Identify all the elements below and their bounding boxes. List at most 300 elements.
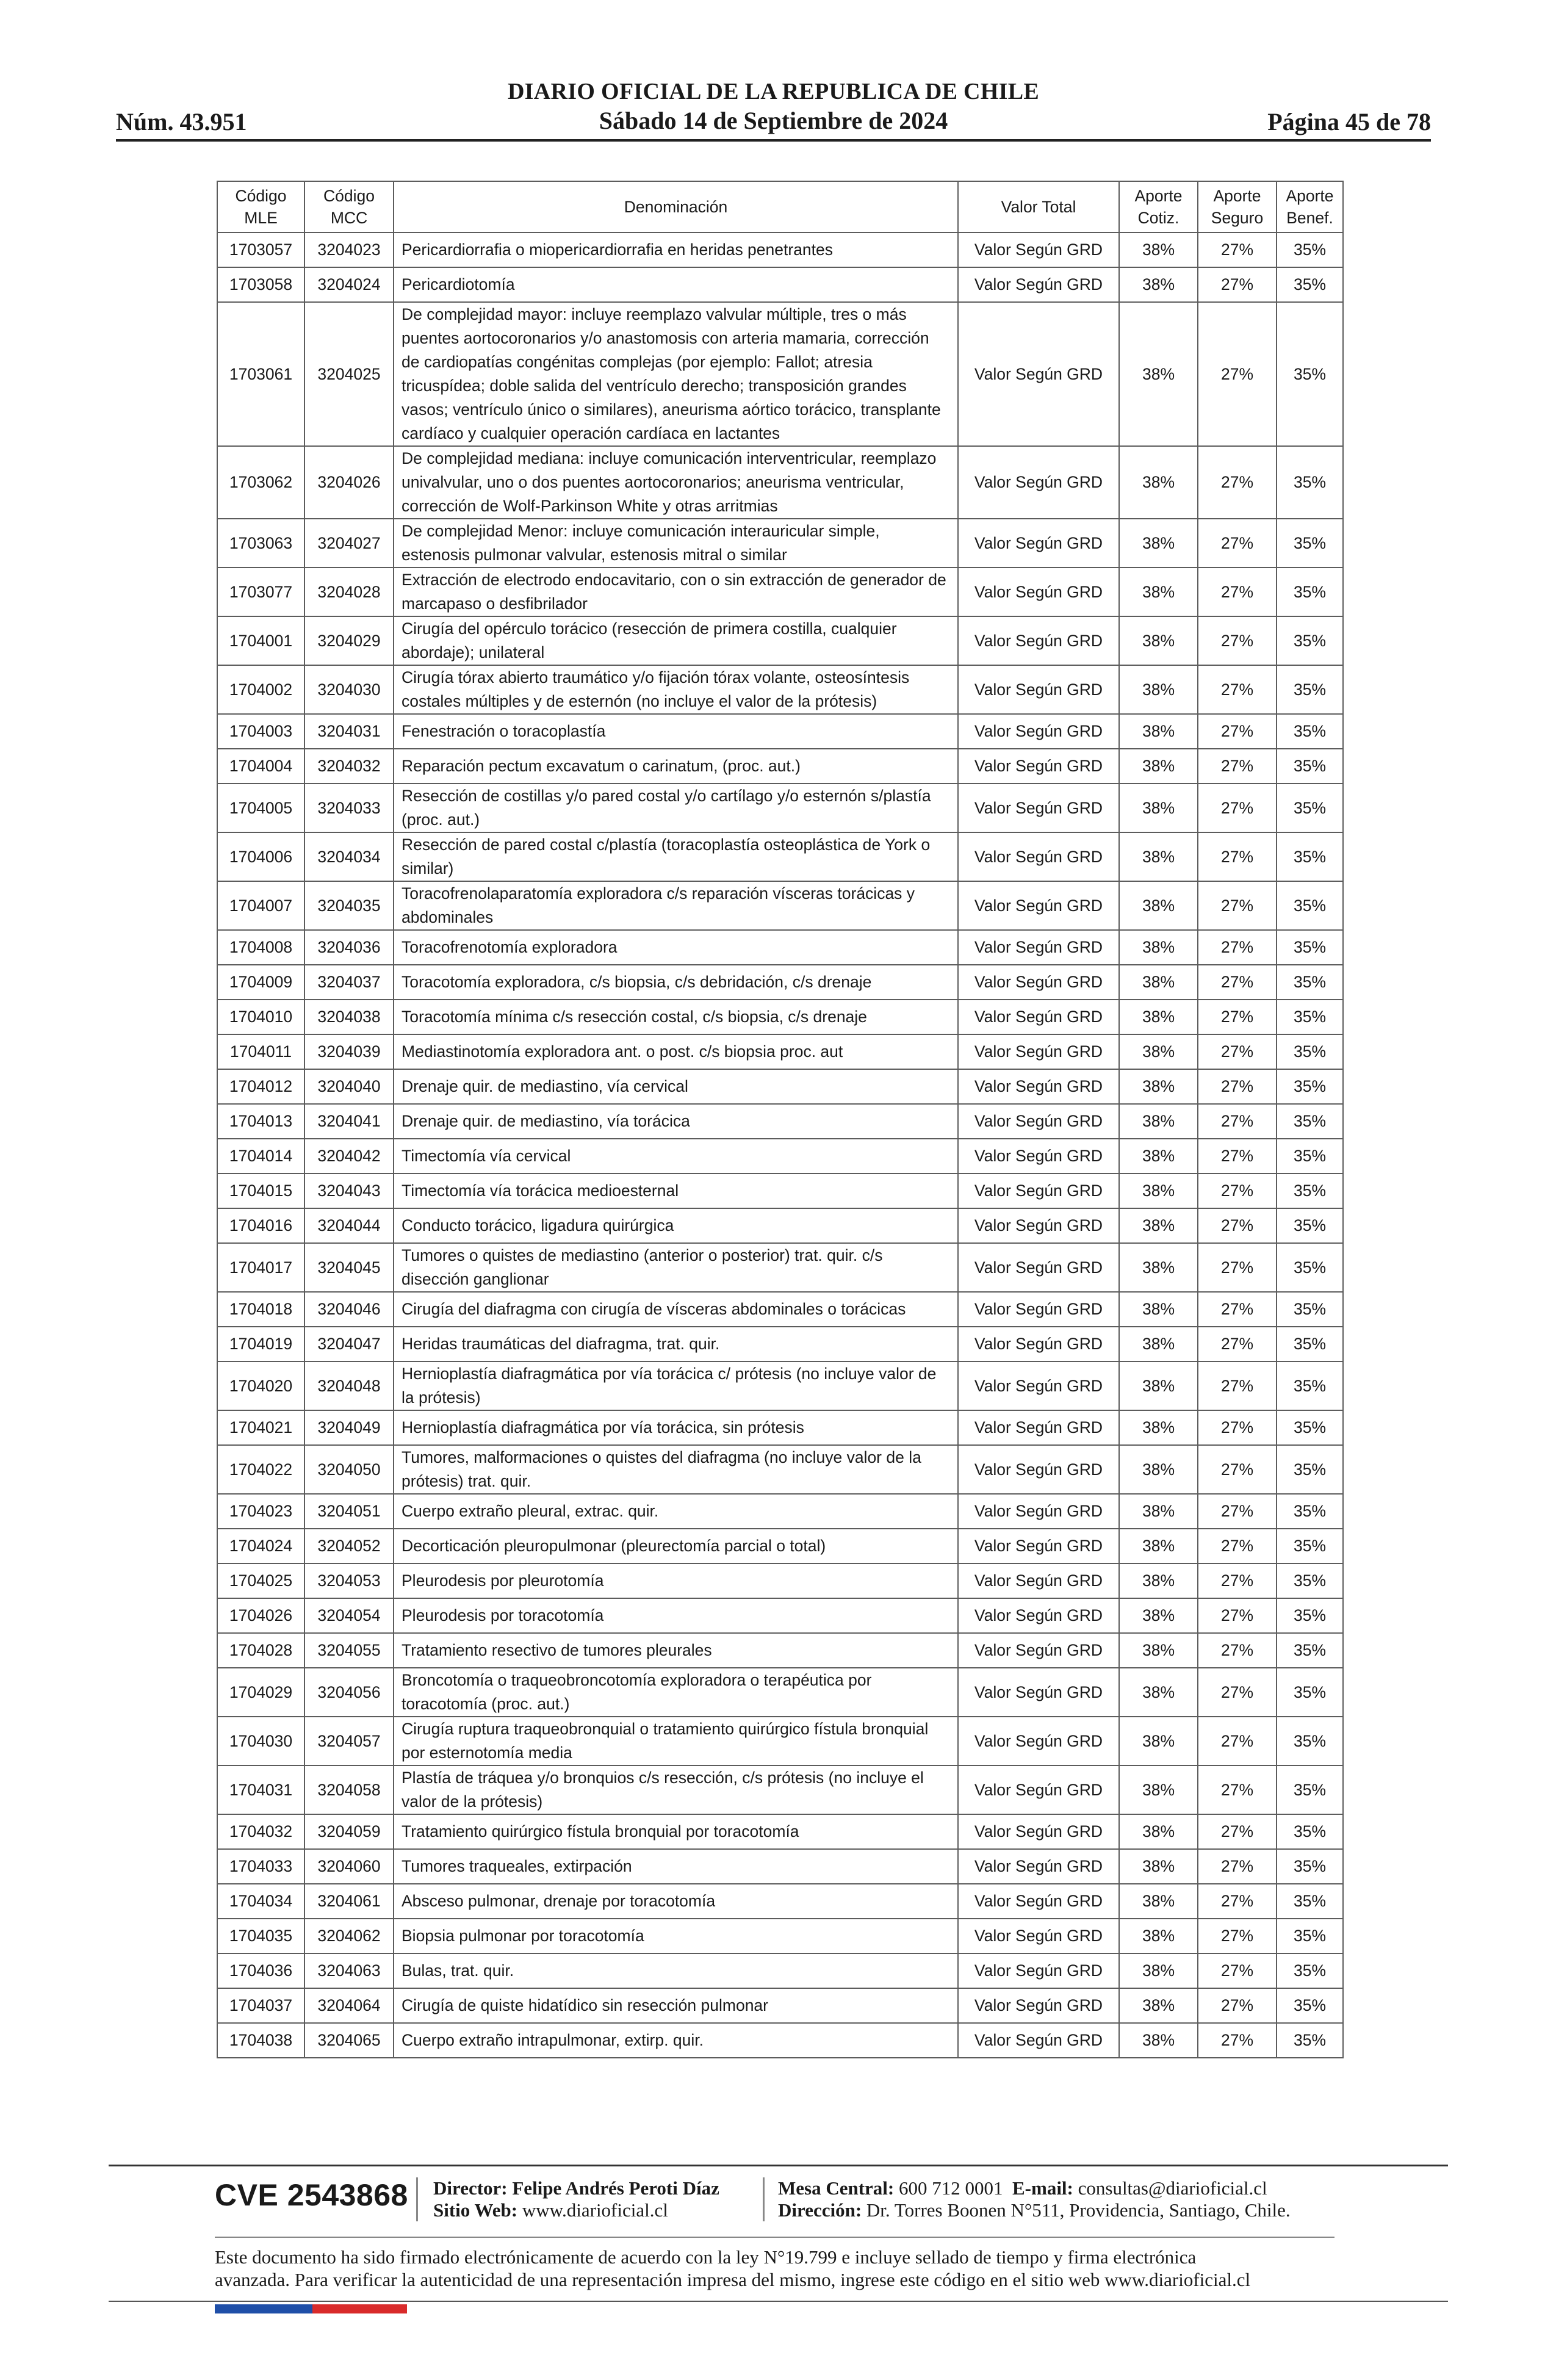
cell-codigo-mcc: 3204049: [304, 1410, 394, 1445]
table-row: [217, 1668, 1343, 1717]
cell-valor-total: Valor Según GRD: [958, 930, 1119, 965]
cell-codigo-mle: 1703061: [217, 302, 304, 446]
cell-aporte-benef: 35%: [1277, 2023, 1343, 2058]
cell-aporte-benef: 35%: [1277, 1243, 1343, 1292]
cell-codigo-mcc: 3204039: [304, 1034, 394, 1069]
cell-codigo-mcc: 3204041: [304, 1104, 394, 1139]
cell-aporte-seguro: 27%: [1198, 233, 1277, 267]
cell-aporte-cotiz: 38%: [1119, 446, 1198, 519]
cell-codigo-mcc: 3204038: [304, 1000, 394, 1034]
cell-valor-total: Valor Según GRD: [958, 616, 1119, 665]
table-row: [217, 1919, 1343, 1953]
cell-aporte-cotiz: 38%: [1119, 1069, 1198, 1104]
cell-codigo-mle: 1704020: [217, 1361, 304, 1410]
cell-aporte-cotiz: 38%: [1119, 616, 1198, 665]
table-row: [217, 1563, 1343, 1598]
cell-valor-total: Valor Según GRD: [958, 1884, 1119, 1919]
cell-aporte-cotiz: 38%: [1119, 1034, 1198, 1069]
cell-aporte-benef: 35%: [1277, 1953, 1343, 1988]
cell-valor-total: Valor Según GRD: [958, 568, 1119, 616]
cell-aporte-benef: 35%: [1277, 1327, 1343, 1361]
procedures-table: [217, 181, 1344, 2058]
cell-aporte-cotiz: 38%: [1119, 965, 1198, 1000]
director-block: [433, 2177, 719, 2221]
cell-codigo-mle: 1703058: [217, 267, 304, 302]
cell-aporte-cotiz: 38%: [1119, 1919, 1198, 1953]
cell-aporte-cotiz: 38%: [1119, 1529, 1198, 1563]
cell-valor-total: Valor Según GRD: [958, 1633, 1119, 1668]
cell-denominacion: Tumores traqueales, extirpación: [394, 1849, 958, 1884]
cell-valor-total: Valor Según GRD: [958, 1104, 1119, 1139]
cell-aporte-cotiz: 38%: [1119, 1327, 1198, 1361]
table-row: [217, 616, 1343, 665]
cell-aporte-benef: 35%: [1277, 1361, 1343, 1410]
cell-valor-total: Valor Según GRD: [958, 1410, 1119, 1445]
cell-denominacion: Heridas traumáticas del diafragma, trat. quir.: [394, 1327, 958, 1361]
cell-codigo-mcc: 3204065: [304, 2023, 394, 2058]
cell-aporte-seguro: 27%: [1198, 1139, 1277, 1174]
cell-aporte-benef: 35%: [1277, 302, 1343, 446]
cell-aporte-cotiz: 38%: [1119, 930, 1198, 965]
col-header-mcc: Código MCC: [304, 181, 394, 233]
cell-codigo-mcc: 3204058: [304, 1765, 394, 1814]
table-row: [217, 1529, 1343, 1563]
cell-codigo-mle: 1704007: [217, 881, 304, 930]
cell-codigo-mcc: 3204061: [304, 1884, 394, 1919]
website-link[interactable]: www.diarioficial.cl: [522, 2199, 668, 2221]
cell-valor-total: Valor Según GRD: [958, 1361, 1119, 1410]
cell-codigo-mcc: 3204023: [304, 233, 394, 267]
footer-divider-top: [109, 2165, 1448, 2166]
cell-aporte-seguro: 27%: [1198, 1598, 1277, 1633]
cell-valor-total: Valor Según GRD: [958, 714, 1119, 749]
cell-aporte-seguro: 27%: [1198, 519, 1277, 568]
cell-aporte-seguro: 27%: [1198, 1208, 1277, 1243]
table-row: [217, 1717, 1343, 1765]
cell-aporte-benef: 35%: [1277, 267, 1343, 302]
cell-codigo-mcc: 3204051: [304, 1494, 394, 1529]
cell-aporte-seguro: 27%: [1198, 1814, 1277, 1849]
cell-valor-total: Valor Según GRD: [958, 1000, 1119, 1034]
legal-notice-line: avanzada. Para verificar la autenticidad de una representación impresa del mismo, ingrese este código en el sitio web www.diarioficial.cl: [215, 2269, 1251, 2290]
cell-denominacion: De complejidad mayor: incluye reemplazo valvular múltiple, tres o más puentes aortocoronarios y/o anastomosis con arteria mamaria, corrección de cardiopatías congénitas complejas (por ejemplo: Fallot; atresia tricuspídea; doble salida del ventrículo derecho; transposición grandes vasos; ventrículo único o similares), aneurisma aórtico torácico, transplante cardíaco y cualquier operación cardíaca en lactantes: [394, 302, 958, 446]
cell-codigo-mle: 1704006: [217, 832, 304, 881]
flag-stripe-blue: [215, 2304, 312, 2313]
cell-valor-total: Valor Según GRD: [958, 1717, 1119, 1765]
legal-notice-line: Este documento ha sido firmado electrónicamente de acuerdo con la ley N°19.799 e incluye sellado de tiempo y firma electrónica: [215, 2246, 1197, 2268]
cell-aporte-cotiz: 38%: [1119, 1243, 1198, 1292]
cell-denominacion: Biopsia pulmonar por toracotomía: [394, 1919, 958, 1953]
cell-codigo-mcc: 3204048: [304, 1361, 394, 1410]
cell-codigo-mcc: 3204054: [304, 1598, 394, 1633]
cell-denominacion: Pleurodesis por pleurotomía: [394, 1563, 958, 1598]
cell-codigo-mle: 1703062: [217, 446, 304, 519]
cell-codigo-mle: 1704038: [217, 2023, 304, 2058]
cell-codigo-mcc: 3204062: [304, 1919, 394, 1953]
cell-aporte-benef: 35%: [1277, 1633, 1343, 1668]
cell-codigo-mle: 1703063: [217, 519, 304, 568]
cell-aporte-cotiz: 38%: [1119, 1633, 1198, 1668]
cell-codigo-mcc: 3204052: [304, 1529, 394, 1563]
cell-aporte-cotiz: 38%: [1119, 832, 1198, 881]
cell-codigo-mle: 1704035: [217, 1919, 304, 1953]
cell-denominacion: Cirugía del diafragma con cirugía de vísceras abdominales o torácicas: [394, 1292, 958, 1327]
cell-aporte-cotiz: 38%: [1119, 1765, 1198, 1814]
cell-aporte-cotiz: 38%: [1119, 1953, 1198, 1988]
cell-aporte-benef: 35%: [1277, 1884, 1343, 1919]
cell-codigo-mcc: 3204025: [304, 302, 394, 446]
cell-denominacion: Cirugía ruptura traqueobronquial o tratamiento quirúrgico fístula bronquial por esternotomía media: [394, 1717, 958, 1765]
cell-codigo-mle: 1704029: [217, 1668, 304, 1717]
cell-valor-total: Valor Según GRD: [958, 1814, 1119, 1849]
cell-aporte-cotiz: 38%: [1119, 1849, 1198, 1884]
col-header-aporte-seguro: Aporte Seguro: [1198, 181, 1277, 233]
cell-denominacion: Reparación pectum excavatum o carinatum, (proc. aut.): [394, 749, 958, 784]
table-row: [217, 1208, 1343, 1243]
table-row: [217, 568, 1343, 616]
cell-codigo-mcc: 3204059: [304, 1814, 394, 1849]
cell-codigo-mcc: 3204035: [304, 881, 394, 930]
cell-denominacion: Bulas, trat. quir.: [394, 1953, 958, 1988]
cell-aporte-seguro: 27%: [1198, 1563, 1277, 1598]
cell-codigo-mle: 1704013: [217, 1104, 304, 1139]
cell-aporte-cotiz: 38%: [1119, 1000, 1198, 1034]
cell-codigo-mcc: 3204036: [304, 930, 394, 965]
contact-block: [778, 2177, 1291, 2221]
cell-valor-total: Valor Según GRD: [958, 233, 1119, 267]
cell-aporte-benef: 35%: [1277, 881, 1343, 930]
cell-aporte-benef: 35%: [1277, 233, 1343, 267]
cell-aporte-cotiz: 38%: [1119, 1104, 1198, 1139]
cell-aporte-benef: 35%: [1277, 1000, 1343, 1034]
cell-valor-total: Valor Según GRD: [958, 2023, 1119, 2058]
cell-aporte-seguro: 27%: [1198, 1849, 1277, 1884]
cell-aporte-seguro: 27%: [1198, 1988, 1277, 2023]
cell-aporte-cotiz: 38%: [1119, 665, 1198, 714]
cell-aporte-cotiz: 38%: [1119, 1361, 1198, 1410]
cell-codigo-mcc: 3204046: [304, 1292, 394, 1327]
table-row: [217, 1814, 1343, 1849]
cell-denominacion: Cirugía del opérculo torácico (resección de primera costilla, cualquier abordaje); unilateral: [394, 616, 958, 665]
legal-notice: [215, 2246, 1374, 2291]
cell-aporte-seguro: 27%: [1198, 832, 1277, 881]
cell-aporte-benef: 35%: [1277, 519, 1343, 568]
cell-aporte-benef: 35%: [1277, 1563, 1343, 1598]
cell-aporte-seguro: 27%: [1198, 714, 1277, 749]
cell-aporte-benef: 35%: [1277, 1069, 1343, 1104]
cell-codigo-mle: 1704025: [217, 1563, 304, 1598]
table-row: [217, 1445, 1343, 1494]
cell-codigo-mle: 1704023: [217, 1494, 304, 1529]
cell-denominacion: Pericardiorrafia o miopericardiorrafia en heridas penetrantes: [394, 233, 958, 267]
cell-aporte-seguro: 27%: [1198, 1494, 1277, 1529]
cell-codigo-mcc: 3204032: [304, 749, 394, 784]
cell-aporte-cotiz: 38%: [1119, 1445, 1198, 1494]
cell-denominacion: Tumores, malformaciones o quistes del diafragma (no incluye valor de la prótesis) trat. quir.: [394, 1445, 958, 1494]
table-row: [217, 714, 1343, 749]
table-row: [217, 1243, 1343, 1292]
cell-codigo-mle: 1704028: [217, 1633, 304, 1668]
table-row: [217, 1139, 1343, 1174]
table-row: [217, 784, 1343, 832]
table-row: [217, 1000, 1343, 1034]
cell-denominacion: Hernioplastía diafragmática por vía torácica, sin prótesis: [394, 1410, 958, 1445]
page-number: Página 45 de 78: [1267, 108, 1431, 135]
cell-valor-total: Valor Según GRD: [958, 1174, 1119, 1208]
cell-valor-total: Valor Según GRD: [958, 1988, 1119, 2023]
cell-denominacion: Decorticación pleuropulmonar (pleurectomía parcial o total): [394, 1529, 958, 1563]
cell-codigo-mcc: 3204047: [304, 1327, 394, 1361]
cell-valor-total: Valor Según GRD: [958, 1208, 1119, 1243]
website-label: Sitio Web:: [433, 2199, 518, 2221]
flag-stripe-red: [312, 2304, 407, 2313]
cell-valor-total: Valor Según GRD: [958, 1292, 1119, 1327]
cell-denominacion: Toracofrenolaparatomía exploradora c/s reparación vísceras torácicas y abdominales: [394, 881, 958, 930]
cell-aporte-cotiz: 38%: [1119, 233, 1198, 267]
table-row: [217, 1292, 1343, 1327]
cell-codigo-mle: 1704008: [217, 930, 304, 965]
cell-denominacion: Hernioplastía diafragmática por vía torácica c/ prótesis (no incluye valor de la prótesis): [394, 1361, 958, 1410]
cell-aporte-seguro: 27%: [1198, 965, 1277, 1000]
table-row: [217, 1174, 1343, 1208]
cell-aporte-seguro: 27%: [1198, 568, 1277, 616]
cell-valor-total: Valor Según GRD: [958, 1139, 1119, 1174]
table-row: [217, 1034, 1343, 1069]
cell-valor-total: Valor Según GRD: [958, 1529, 1119, 1563]
cell-codigo-mle: 1704036: [217, 1953, 304, 1988]
cell-valor-total: Valor Según GRD: [958, 1668, 1119, 1717]
table-row: [217, 881, 1343, 930]
cell-valor-total: Valor Según GRD: [958, 302, 1119, 446]
cell-aporte-benef: 35%: [1277, 665, 1343, 714]
cell-aporte-cotiz: 38%: [1119, 1563, 1198, 1598]
cell-denominacion: Tratamiento resectivo de tumores pleurales: [394, 1633, 958, 1668]
cell-aporte-seguro: 27%: [1198, 1361, 1277, 1410]
cell-denominacion: Toracotomía exploradora, c/s biopsia, c/s debridación, c/s drenaje: [394, 965, 958, 1000]
cell-aporte-seguro: 27%: [1198, 1445, 1277, 1494]
cell-denominacion: Resección de pared costal c/plastía (toracoplastía osteoplástica de York o similar): [394, 832, 958, 881]
cell-aporte-benef: 35%: [1277, 1410, 1343, 1445]
cell-aporte-seguro: 27%: [1198, 1327, 1277, 1361]
col-header-aporte-benef: Aporte Benef.: [1277, 181, 1343, 233]
cell-aporte-seguro: 27%: [1198, 1104, 1277, 1139]
cell-codigo-mcc: 3204057: [304, 1717, 394, 1765]
table-row: [217, 302, 1343, 446]
cell-codigo-mle: 1704003: [217, 714, 304, 749]
table-row: [217, 519, 1343, 568]
cell-codigo-mcc: 3204044: [304, 1208, 394, 1243]
cell-aporte-cotiz: 38%: [1119, 1814, 1198, 1849]
cell-codigo-mle: 1704011: [217, 1034, 304, 1069]
table-row: [217, 1884, 1343, 1919]
cell-codigo-mle: 1704005: [217, 784, 304, 832]
col-header-valor-total: Valor Total: [958, 181, 1119, 233]
cell-valor-total: Valor Según GRD: [958, 965, 1119, 1000]
cell-codigo-mcc: 3204063: [304, 1953, 394, 1988]
cell-aporte-seguro: 27%: [1198, 1000, 1277, 1034]
cell-valor-total: Valor Según GRD: [958, 1765, 1119, 1814]
cell-codigo-mle: 1704002: [217, 665, 304, 714]
cell-aporte-cotiz: 38%: [1119, 1208, 1198, 1243]
table-row: [217, 446, 1343, 519]
cell-aporte-cotiz: 38%: [1119, 1410, 1198, 1445]
cell-codigo-mcc: 3204028: [304, 568, 394, 616]
cell-aporte-benef: 35%: [1277, 965, 1343, 1000]
cell-aporte-benef: 35%: [1277, 616, 1343, 665]
cell-aporte-cotiz: 38%: [1119, 1292, 1198, 1327]
cell-aporte-benef: 35%: [1277, 1104, 1343, 1139]
cell-codigo-mcc: 3204026: [304, 446, 394, 519]
address-text: Dr. Torres Boonen N°511, Providencia, Santiago, Chile.: [866, 2199, 1291, 2221]
cell-aporte-seguro: 27%: [1198, 1668, 1277, 1717]
cell-aporte-benef: 35%: [1277, 1814, 1343, 1849]
email-label: E-mail:: [1012, 2177, 1073, 2199]
cell-aporte-benef: 35%: [1277, 714, 1343, 749]
cell-codigo-mcc: 3204027: [304, 519, 394, 568]
cell-aporte-cotiz: 38%: [1119, 784, 1198, 832]
cell-denominacion: Absceso pulmonar, drenaje por toracotomía: [394, 1884, 958, 1919]
cell-denominacion: De complejidad Menor: incluye comunicación interauricular simple, estenosis pulmonar valvular, estenosis mitral o similar: [394, 519, 958, 568]
cell-valor-total: Valor Según GRD: [958, 1445, 1119, 1494]
header-divider: [116, 139, 1431, 142]
cell-aporte-seguro: 27%: [1198, 930, 1277, 965]
cell-valor-total: Valor Según GRD: [958, 1034, 1119, 1069]
cell-valor-total: Valor Según GRD: [958, 1598, 1119, 1633]
cell-aporte-seguro: 27%: [1198, 1884, 1277, 1919]
cell-valor-total: Valor Según GRD: [958, 519, 1119, 568]
cell-codigo-mle: 1704026: [217, 1598, 304, 1633]
cell-aporte-seguro: 27%: [1198, 1529, 1277, 1563]
cell-aporte-cotiz: 38%: [1119, 881, 1198, 930]
cell-aporte-seguro: 27%: [1198, 1919, 1277, 1953]
col-header-denominacion: Denominación: [394, 181, 958, 233]
cell-aporte-seguro: 27%: [1198, 1717, 1277, 1765]
cell-aporte-benef: 35%: [1277, 568, 1343, 616]
cell-codigo-mle: 1704022: [217, 1445, 304, 1494]
cell-aporte-benef: 35%: [1277, 1034, 1343, 1069]
table-row: [217, 233, 1343, 267]
cell-valor-total: Valor Según GRD: [958, 881, 1119, 930]
cell-codigo-mcc: 3204031: [304, 714, 394, 749]
cell-denominacion: Drenaje quir. de mediastino, vía cervical: [394, 1069, 958, 1104]
table-row: [217, 749, 1343, 784]
cell-valor-total: Valor Según GRD: [958, 1494, 1119, 1529]
cell-codigo-mle: 1704019: [217, 1327, 304, 1361]
cell-aporte-benef: 35%: [1277, 1717, 1343, 1765]
cell-valor-total: Valor Según GRD: [958, 665, 1119, 714]
cell-aporte-seguro: 27%: [1198, 1292, 1277, 1327]
cell-aporte-benef: 35%: [1277, 1494, 1343, 1529]
cell-aporte-seguro: 27%: [1198, 1765, 1277, 1814]
cell-denominacion: Fenestración o toracoplastía: [394, 714, 958, 749]
cell-codigo-mle: 1704032: [217, 1814, 304, 1849]
cell-codigo-mcc: 3204029: [304, 616, 394, 665]
cell-aporte-benef: 35%: [1277, 1174, 1343, 1208]
cell-aporte-cotiz: 38%: [1119, 1988, 1198, 2023]
cell-codigo-mle: 1704031: [217, 1765, 304, 1814]
cell-denominacion: De complejidad mediana: incluye comunicación interventricular, reemplazo univalvular, uno o dos puentes aortocoronarios; aneurisma ventricular, corrección de Wolf-Parkinson White y otras arritmias: [394, 446, 958, 519]
cell-aporte-seguro: 27%: [1198, 1410, 1277, 1445]
cell-codigo-mle: 1704021: [217, 1410, 304, 1445]
footer-divider-middle: [215, 2237, 1334, 2238]
cell-aporte-seguro: 27%: [1198, 1633, 1277, 1668]
table-row: [217, 1598, 1343, 1633]
cell-codigo-mcc: 3204053: [304, 1563, 394, 1598]
cell-denominacion: Cuerpo extraño pleural, extrac. quir.: [394, 1494, 958, 1529]
cell-valor-total: Valor Según GRD: [958, 1919, 1119, 1953]
table-header-row: [217, 181, 1343, 233]
cell-aporte-cotiz: 38%: [1119, 519, 1198, 568]
cell-valor-total: Valor Según GRD: [958, 784, 1119, 832]
cell-aporte-cotiz: 38%: [1119, 568, 1198, 616]
cell-valor-total: Valor Según GRD: [958, 749, 1119, 784]
cell-aporte-benef: 35%: [1277, 1919, 1343, 1953]
cell-valor-total: Valor Según GRD: [958, 832, 1119, 881]
cell-denominacion: Drenaje quir. de mediastino, vía torácica: [394, 1104, 958, 1139]
cell-aporte-seguro: 27%: [1198, 1174, 1277, 1208]
cell-aporte-seguro: 27%: [1198, 1034, 1277, 1069]
table-row: [217, 965, 1343, 1000]
table-row: [217, 930, 1343, 965]
cve-code: CVE 2543868: [215, 2178, 408, 2212]
col-header-mle: Código MLE: [217, 181, 304, 233]
table-row: [217, 1104, 1343, 1139]
cell-aporte-benef: 35%: [1277, 1765, 1343, 1814]
cell-denominacion: Tumores o quistes de mediastino (anterior o posterior) trat. quir. c/s disección ganglionar: [394, 1243, 958, 1292]
cell-valor-total: Valor Según GRD: [958, 1563, 1119, 1598]
cell-aporte-cotiz: 38%: [1119, 1494, 1198, 1529]
email-link[interactable]: consultas@diarioficial.cl: [1078, 2177, 1267, 2199]
cell-codigo-mle: 1704034: [217, 1884, 304, 1919]
cell-codigo-mle: 1704001: [217, 616, 304, 665]
col-header-aporte-cotiz: Aporte Cotiz.: [1119, 181, 1198, 233]
cell-aporte-benef: 35%: [1277, 1529, 1343, 1563]
cell-denominacion: Pleurodesis por toracotomía: [394, 1598, 958, 1633]
table-body: [217, 233, 1343, 2058]
cell-codigo-mcc: 3204037: [304, 965, 394, 1000]
publication-date: Sábado 14 de Septiembre de 2024: [599, 107, 948, 134]
cell-codigo-mcc: 3204060: [304, 1849, 394, 1884]
cell-aporte-cotiz: 38%: [1119, 1668, 1198, 1717]
cell-valor-total: Valor Según GRD: [958, 267, 1119, 302]
cell-aporte-seguro: 27%: [1198, 302, 1277, 446]
cell-aporte-cotiz: 38%: [1119, 1884, 1198, 1919]
cell-aporte-benef: 35%: [1277, 930, 1343, 965]
table-row: [217, 832, 1343, 881]
cell-codigo-mcc: 3204064: [304, 1988, 394, 2023]
cell-aporte-cotiz: 38%: [1119, 1717, 1198, 1765]
cell-codigo-mle: 1704024: [217, 1529, 304, 1563]
cell-denominacion: Toracofrenotomía exploradora: [394, 930, 958, 965]
cell-codigo-mle: 1703057: [217, 233, 304, 267]
cell-aporte-cotiz: 38%: [1119, 749, 1198, 784]
cell-aporte-seguro: 27%: [1198, 784, 1277, 832]
cell-codigo-mle: 1704010: [217, 1000, 304, 1034]
cell-aporte-cotiz: 38%: [1119, 1174, 1198, 1208]
cell-codigo-mle: 1704030: [217, 1717, 304, 1765]
cell-valor-total: Valor Según GRD: [958, 1849, 1119, 1884]
cell-denominacion: Cirugía tórax abierto traumático y/o fijación tórax volante, osteosíntesis costales múltiples y de esternón (no incluye el valor de la prótesis): [394, 665, 958, 714]
table-row: [217, 1953, 1343, 1988]
address-label: Dirección:: [778, 2199, 862, 2221]
cell-valor-total: Valor Según GRD: [958, 446, 1119, 519]
footer-separator: [416, 2177, 418, 2221]
table-row: [217, 1988, 1343, 2023]
newspaper-title: DIARIO OFICIAL DE LA REPUBLICA DE CHILE: [507, 79, 1040, 104]
cell-denominacion: Mediastinotomía exploradora ant. o post. c/s biopsia proc. aut: [394, 1034, 958, 1069]
cell-codigo-mle: 1704016: [217, 1208, 304, 1243]
table-row: [217, 267, 1343, 302]
